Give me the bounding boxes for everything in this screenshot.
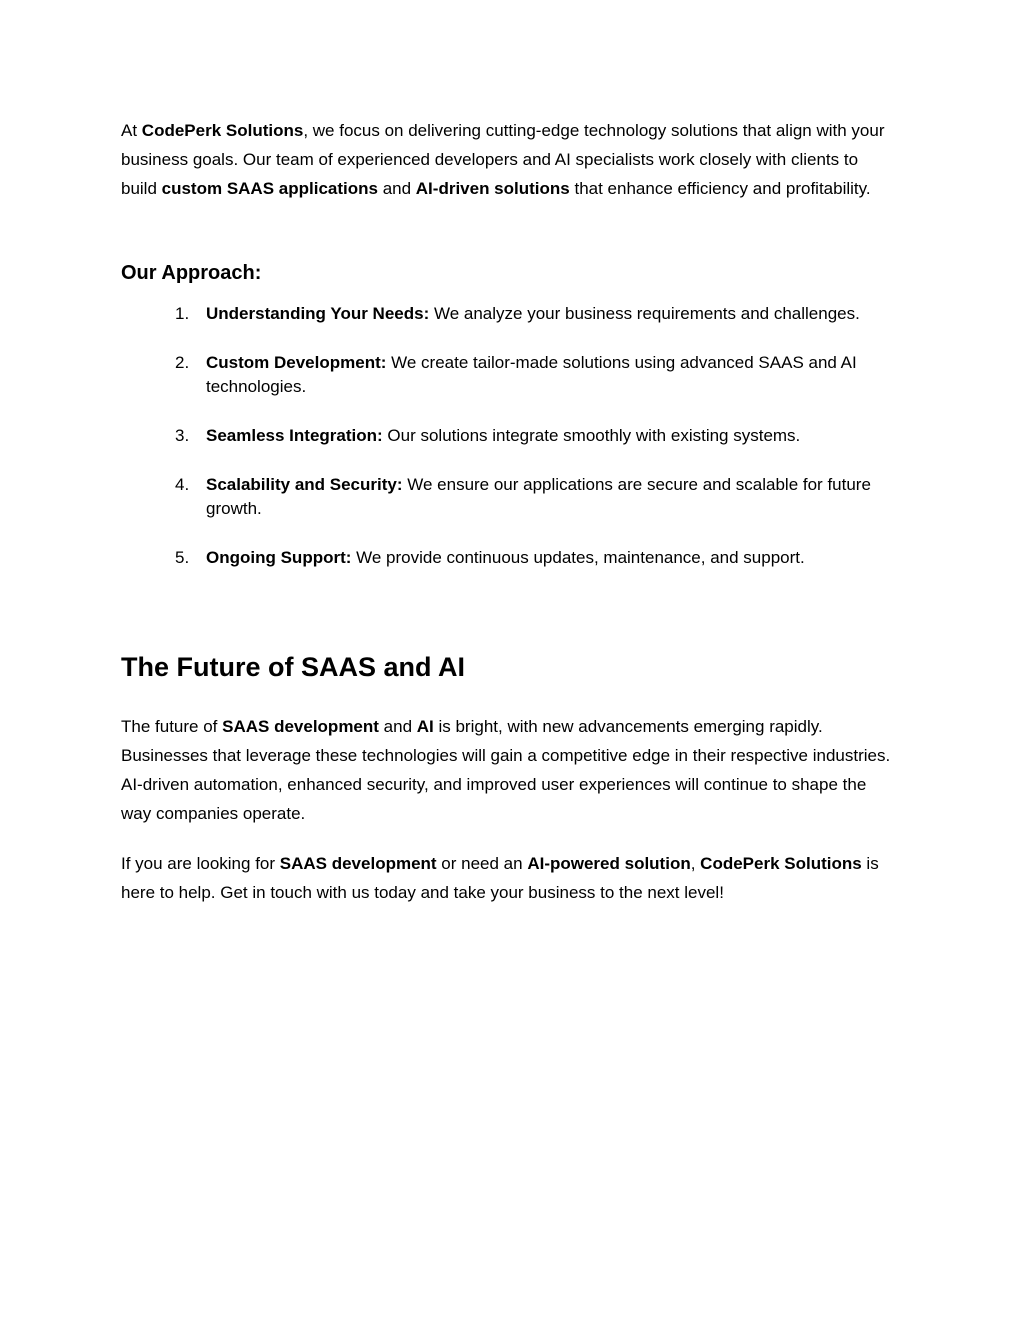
list-item-title: Seamless Integration: [206,426,383,445]
list-item [121,473,896,521]
company-name: CodePerk Solutions [141,121,304,140]
document-page [121,116,896,902]
list-item-title: Scalability and Security: [206,475,403,494]
list-number: 1. [175,304,190,323]
company-name: CodePerk Solutions [700,854,862,873]
intro-paragraph: At CodePerk Solutions, we focus on delivering cutting-edge technology solutions that align with your business goals. Our team of experienced developers and AI specialists work closely with clients to build custom SAAS applications and AI-driven solutions that enhance efficiency and profitability. [121,121,885,198]
future-heading: The Future of SAAS and AI [121,652,465,682]
list-item [121,302,896,326]
list-item [121,546,896,570]
list-number: 5. [175,548,190,567]
list-item-text: We ensure our applications are secure and scalable for future growth. [206,475,871,518]
list-number: 3. [175,426,190,445]
list-item-title: Custom Development: [206,353,387,372]
list-number: 2. [175,353,190,372]
closing-paragraph: If you are looking for SAAS development or need an AI-powered solution, CodePerk Solutions is here to help. Get in touch with us today and take your business to the next level! [121,854,879,902]
list-item-text: We create tailor-made solutions using advanced SAAS and AI technologies. [206,353,857,396]
list-number: 4. [175,475,190,494]
list-item [121,424,896,448]
approach-heading: Our Approach: [121,262,262,284]
approach-list [121,302,896,595]
list-item-text: We analyze your business requirements and challenges. [429,304,860,323]
list-item-title: Ongoing Support: [206,548,352,567]
future-paragraph: The future of SAAS development and AI is bright, with new advancements emerging rapidly. Businesses that leverage these technologies will gain a competitive edge in their respective industries. AI-driven automation, enhanced security, and improved user experiences will continue to shape the way companies operate. [121,717,891,823]
list-item-text: Our solutions integrate smoothly with existing systems. [382,426,801,445]
list-item-text: We provide continuous updates, maintenance, and support. [351,548,805,567]
list-item [121,351,896,399]
list-item-title: Understanding Your Needs: [206,304,430,323]
